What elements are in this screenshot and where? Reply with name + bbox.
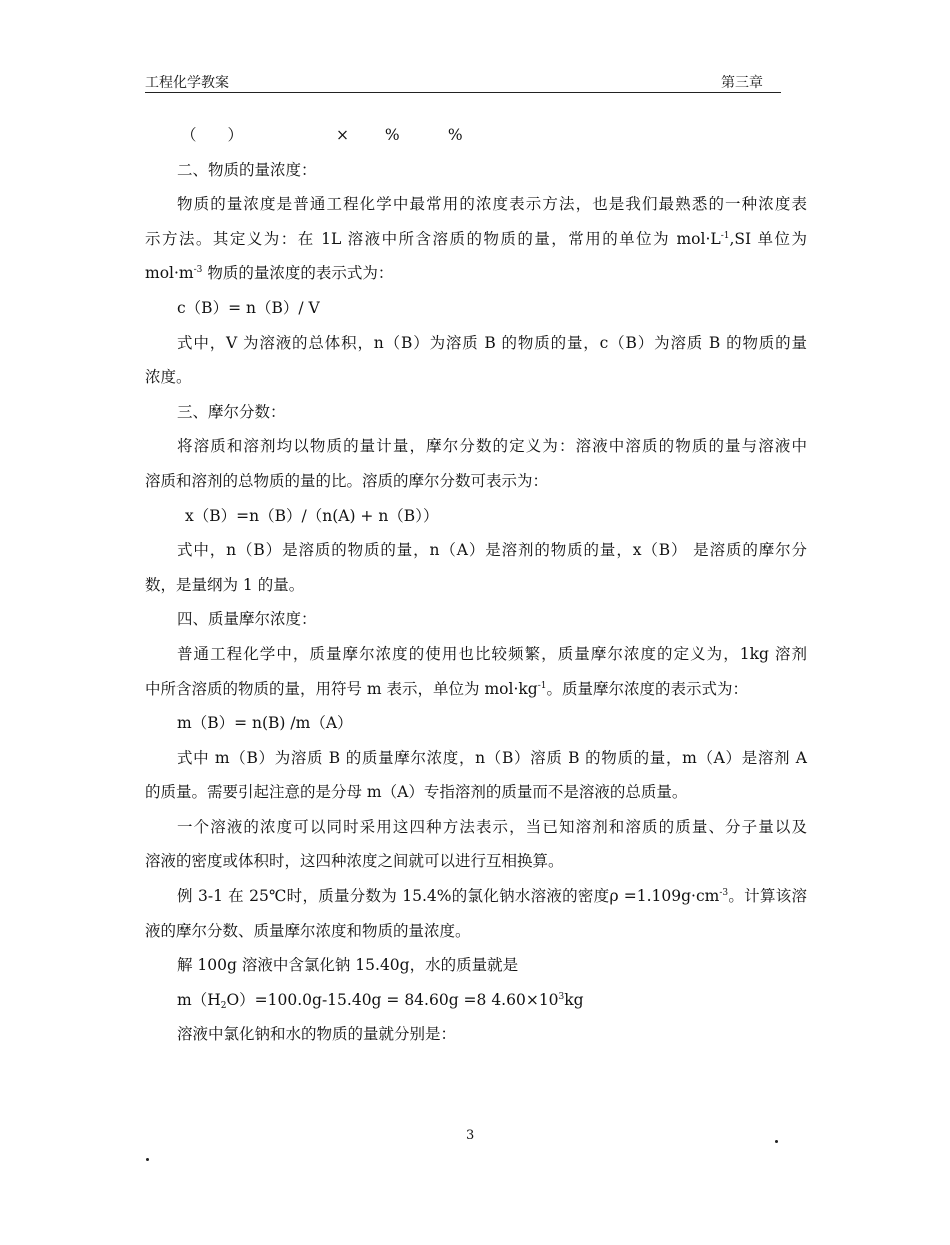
paragraph-line: 一个溶液的浓度可以同时采用这四种方法表示，当已知溶剂和溶质的质量、分子量以及 (177, 817, 807, 836)
page-header (145, 70, 781, 93)
paragraph-line: $mol\cdot m^{-3}$ 物质的量浓度的表示式为： (145, 264, 394, 283)
formula-mole-fraction: x（B）=n（B）/（n(A) + n（B）） (185, 506, 439, 525)
paragraph-line: 的质量。需要引起注意的是分母 m（A）专指溶剂的质量而不是溶液的总质量。 (145, 783, 688, 802)
paragraph-line: 式中，n（B）是溶质的物质的量，n（A）是溶剂的物质的量，x（B） 是溶质的摩尔分 (177, 541, 807, 560)
paragraph-line: 中所含溶质的物质的量，用符号 m 表示，单位为 $mol\cdot kg^{-1}$。质量摩尔浓度的表示式为： (145, 679, 749, 698)
paragraph-line: 普通工程化学中，质量摩尔浓度的使用也比较频繁，质量摩尔浓度的定义为，1kg 溶剂 (177, 644, 807, 663)
example-line: 液的摩尔分数、质量摩尔浓度和物质的量浓度。 (145, 921, 471, 940)
document-body (145, 118, 807, 1052)
example-line: 例 3-1 在 25℃时，质量分数为 15.4%的氯化钠水溶液的密度$\rho =1.109g\cdot cm^{-3}$。计算该溶 (177, 887, 807, 906)
paragraph-line: 溶液的密度或体积时，这四种浓度之间就可以进行互相换算。 (145, 852, 564, 871)
section-title-molality: 四、质量摩尔浓度： (177, 610, 317, 629)
formula-molar-concentration: c（B）= n（B）/ V (177, 298, 320, 317)
footer-dot-left (146, 1158, 149, 1161)
percent-sign-1: % (384, 126, 400, 144)
paragraph-line: 数，是量纲为 1 的量。 (145, 575, 305, 594)
paragraph-line: 物质的量浓度是普通工程化学中最常用的浓度表示方法，也是我们最熟悉的一种浓度表 (177, 195, 807, 214)
formula-molality: m（B）= n(B) /m（A） (177, 714, 353, 733)
section-title-mole-fraction: 三、摩尔分数： (177, 402, 286, 421)
paragraph-line: 示方法。其定义为：在 1L 溶液中所含溶质的物质的量，常用的单位为 $mol\cdot L^{-1},SI$ 单位为 (145, 229, 807, 248)
paragraph-line: 浓度。 (145, 368, 192, 387)
paragraph-line: 将溶质和溶剂均以物质的量计量，摩尔分数的定义为：溶液中溶质的物质的量与溶液中 (177, 437, 807, 456)
solution-formula: $m(H_2O)=100.0g-15.40g = 84.60g =8$ $4.60\times 10^3kg$ (177, 990, 584, 1011)
header-chapter: 第三章 (721, 75, 763, 91)
top-formula-row (145, 118, 807, 153)
times-sign: × (335, 126, 349, 144)
paragraph-line: 式中，V 为溶液的总体积，n（B）为溶质 B 的物质的量，c（B）为溶质 B 的物质的量 (177, 333, 807, 352)
paragraph-line: 溶质和溶剂的总物质的量的比。溶质的摩尔分数可表示为： (145, 471, 549, 490)
header-course-title: 工程化学教案 (145, 75, 229, 91)
paren-placeholder: （ ） (181, 126, 244, 144)
percent-sign-2: % (447, 126, 463, 144)
page-number: 3 (466, 1128, 475, 1143)
paragraph-line: 式中 m（B）为溶质 B 的质量摩尔浓度，n（B）溶质 B 的物质的量，m（A）是溶剂 A (177, 748, 807, 767)
solution-line: 解 100g 溶液中含氯化钠 15.40g，水的质量就是 (177, 956, 519, 975)
solution-line: 溶液中氯化钠和水的物质的量就分别是： (177, 1025, 457, 1044)
footer-dot-right (775, 1140, 778, 1143)
section-title-molar-concentration: 二、物质的量浓度： (177, 160, 317, 179)
